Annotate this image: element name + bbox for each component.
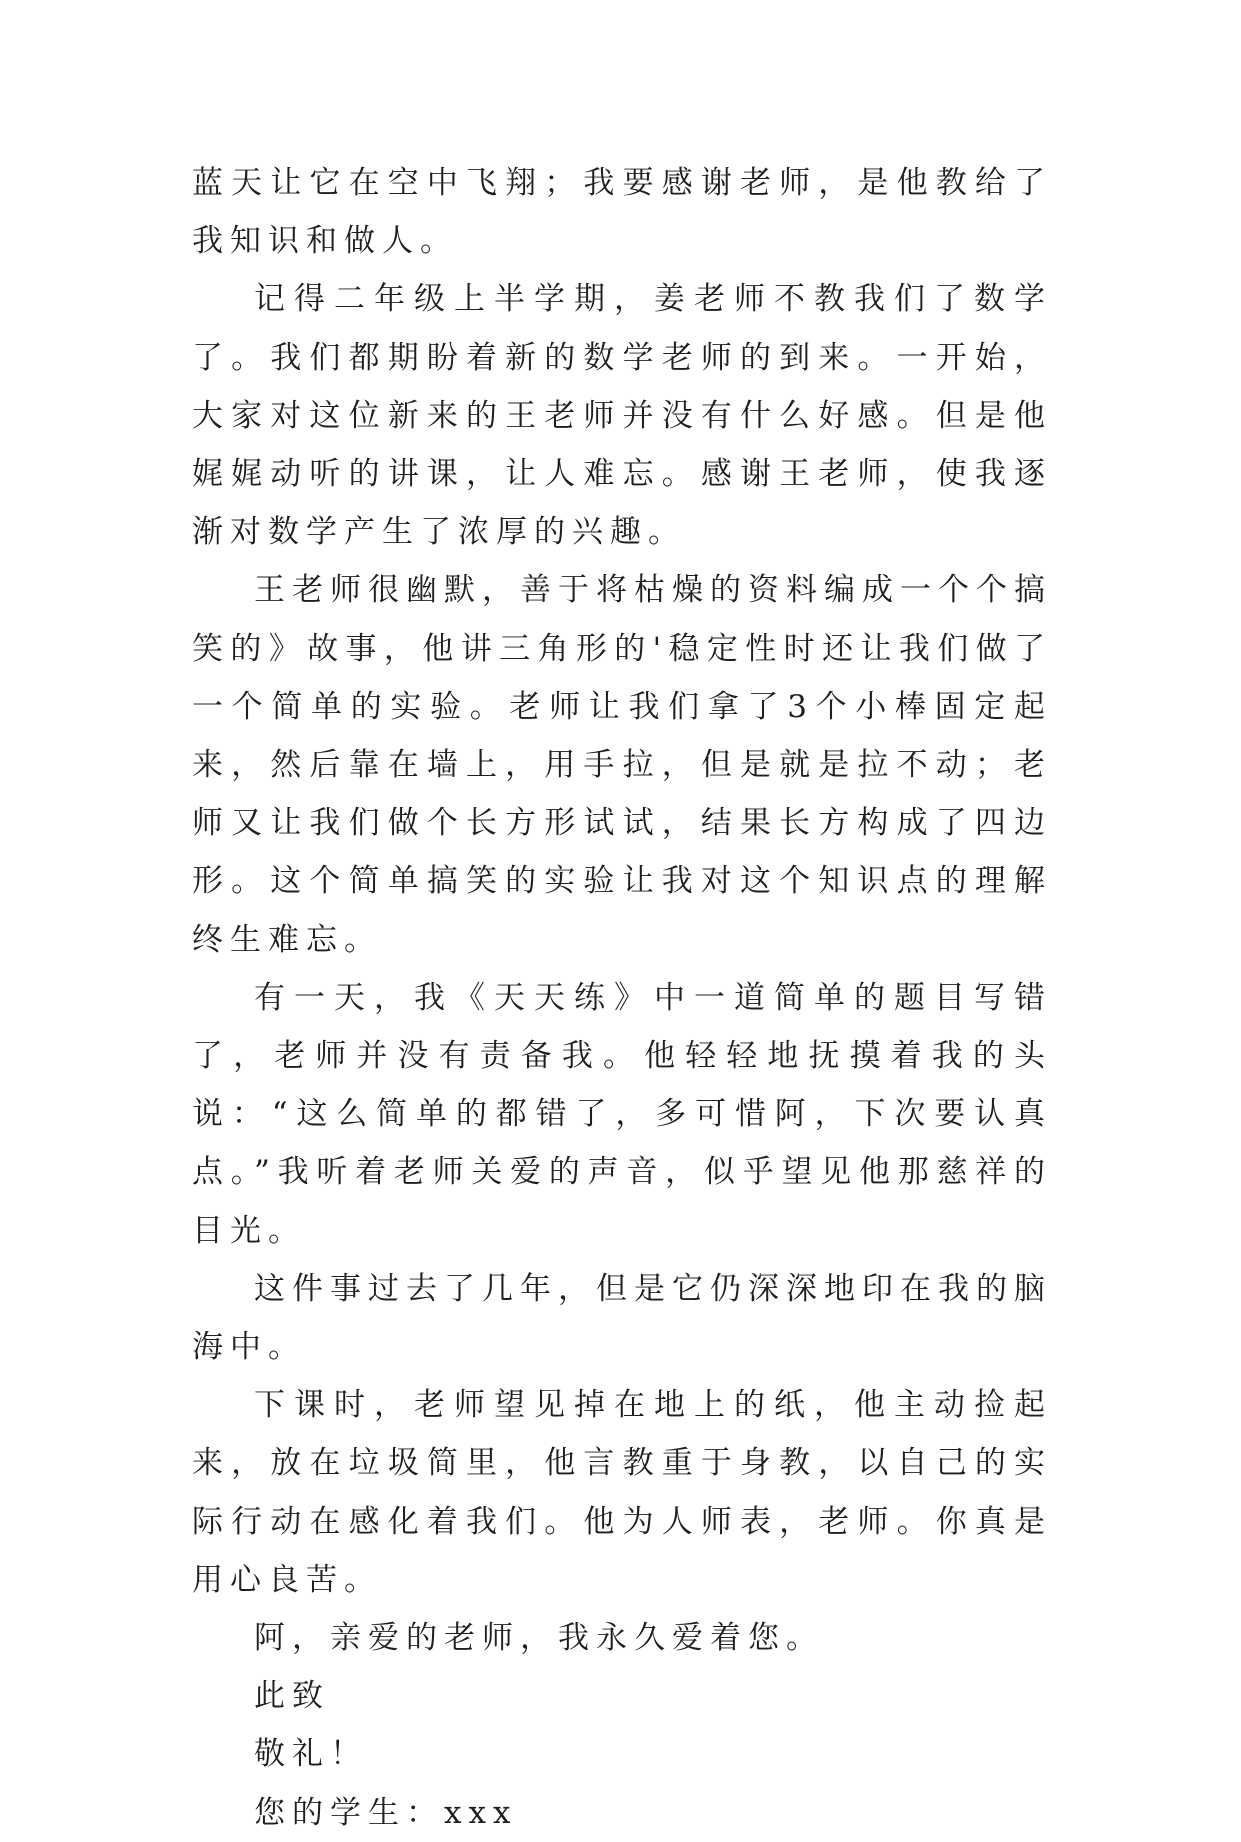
paragraph-5: 这件事过去了几年，但是它仍深深地印在我的脑海中。 [192, 1270, 1052, 1366]
closing-line-1: 此致 [254, 1678, 330, 1715]
paragraph-2: 记得二年级上半学期，姜老师不教我们了数学了。我们都期盼着新的数学老师的到来。一开始，大家对这位新来的王老师并没有什么好感。但是他娓娓动听的讲课，让人难忘。感谢王老师，使我逐渐对数学产生了浓厚的兴趣。 [192, 281, 1052, 551]
closing-line-2: 敬礼！ [254, 1736, 368, 1773]
paragraph-4: 有一天，我《天天练》中一道简单的题目写错了，老师并没有责备我。他轻轻地抚摸着我的头说：“这么简单的都错了，多可惜阿，下次要认真点。”我听着老师关爱的声音，似乎望见他那慈祥的目光。 [192, 979, 1052, 1249]
paragraph-3: 王老师很幽默，善于将枯燥的资料编成一个个搞笑的》故事，他讲三角形的'稳定性时还让我们做了一个简单的实验。老师让我们拿了3个小棒固定起来，然后靠在墙上，用手拉，但是就是拉不动；老师又让我们做个长方形试试，结果长方构成了四边形。这个简单搞笑的实验让我对这个知识点的理解终生难忘。 [192, 572, 1052, 958]
letter-body [192, 154, 1052, 1842]
signature: 您的学生：xxx [254, 1794, 518, 1831]
paragraph-1: 蓝天让它在空中飞翔；我要感谢老师，是他教给了我知识和做人。 [192, 165, 1052, 260]
paragraph-6: 下课时，老师望见掉在地上的纸，他主动捡起来，放在垃圾简里，他言教重于身教，以自己的实际行动在感化着我们。他为人师表，老师。你真是用心良苦。 [192, 1387, 1052, 1598]
paragraph-7: 阿，亲爱的老师，我永久爱着您。 [254, 1620, 824, 1657]
